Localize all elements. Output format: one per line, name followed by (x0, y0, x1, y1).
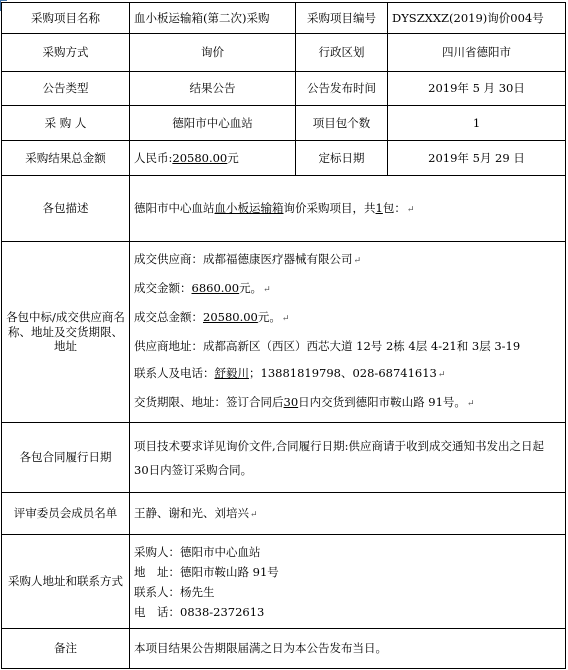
total-amount-prefix: 人民币: (134, 150, 173, 165)
delivery-days: 30 (283, 395, 299, 409)
row-purchaser-contact (2, 535, 566, 629)
paragraph-mark: ↵ (466, 399, 475, 409)
package-desc-post: 包： (382, 200, 406, 215)
total-amount-number: 20580.00 (172, 150, 228, 165)
row-purchaser (2, 106, 566, 141)
purchaser-contact-line-4: 电 话：0838-2372613 (134, 604, 265, 619)
purchaser-contact-label: 采购人地址和联系方式 (2, 535, 130, 629)
publish-date-value: 2019年 5 月 30日 (388, 72, 566, 106)
project-name-value: 血小板运输箱(第二次)采购 (130, 3, 296, 34)
total-amount-suffix: 元 (227, 150, 239, 165)
contact-name: 舒毅川 (214, 366, 249, 380)
contact-phone: ；13881819798、028-68741613 (249, 366, 437, 380)
publish-date-label: 公告发布时间 (296, 72, 388, 106)
supplier-info-value (130, 242, 566, 423)
row-method (2, 34, 566, 72)
committee-members: 王静、谢和光、刘培兴 (134, 505, 249, 520)
remarks-value: 本项目结果公告期限届满之日为本公告发布当日。 (130, 629, 566, 669)
supplier-name: 成交供应商：成都福德康医疗器械有限公司 (134, 252, 353, 266)
supplier-address: 供应商地址：成都高新区（西区）西芯大道 12号 2栋 4层 4-21和 3层 3-19 (134, 339, 521, 353)
fixed-date-value: 2019年 5月 29 日 (388, 141, 566, 176)
contact-label: 联系人及电话： (134, 366, 215, 380)
procurement-result-table (1, 2, 566, 669)
deal-total-value: 20580.00 (203, 310, 258, 324)
deal-total-unit: 元。 (257, 310, 281, 324)
paragraph-mark: ↵ (437, 370, 446, 380)
paragraph-mark: ↵ (353, 256, 362, 266)
project-no-label: 采购项目编号 (296, 3, 388, 34)
row-remarks (2, 629, 566, 669)
fixed-date-label: 定标日期 (296, 141, 388, 176)
deal-amount-unit: 元。 (239, 281, 263, 295)
package-desc-label: 各包描述 (2, 176, 130, 242)
method-label: 采购方式 (2, 34, 130, 72)
package-desc-value (130, 176, 566, 242)
purchaser-contact-line-2: 地 址：德阳市鞍山路 91号 (134, 564, 279, 579)
purchaser-contact-line-3: 联系人：杨先生 (134, 584, 215, 599)
paragraph-mark: ↵ (263, 285, 271, 295)
notice-type-label: 公告类型 (2, 72, 130, 106)
package-count-label: 项目包个数 (296, 106, 388, 141)
package-desc-item: 血小板运输箱 (214, 200, 284, 215)
region-value: 四川省德阳市 (388, 34, 566, 72)
purchaser-contact-line-1: 采购人：德阳市中心血站 (134, 544, 261, 559)
committee-label: 评审委员会成员名单 (2, 493, 130, 535)
contact-line (134, 360, 561, 389)
deal-total-label: 成交总金额： (134, 310, 203, 324)
row-committee (2, 493, 566, 535)
row-supplier-info (2, 242, 566, 423)
contract-value: 项目技术要求详见询价文件,合同履行日期:供应商请于收到成交通知书发出之日起 30日内签订采购合同。 (130, 423, 566, 493)
region-label: 行政区划 (296, 34, 388, 72)
purchaser-contact-value (130, 535, 566, 629)
project-no-value: DYSZXXZ(2019)询价004号 (388, 3, 566, 34)
purchaser-value: 德阳市中心血站 (130, 106, 296, 141)
total-amount-label: 采购结果总金额 (2, 141, 130, 176)
row-contract (2, 423, 566, 493)
paragraph-mark: ↵ (406, 204, 415, 215)
method-value: 询价 (130, 34, 296, 72)
deal-amount-value: 6860.00 (191, 281, 240, 295)
row-total-amount (2, 141, 566, 176)
remarks-label: 备注 (2, 629, 130, 669)
row-package-desc (2, 176, 566, 242)
contract-label: 各包合同履行日期 (2, 423, 130, 493)
package-desc-mid: 询价采购项目，共 (283, 200, 376, 215)
supplier-name-line (134, 246, 561, 275)
deal-amount-line (134, 275, 561, 304)
purchaser-label: 采 购 人 (2, 106, 130, 141)
row-project-name (2, 3, 566, 34)
notice-type-value: 结果公告 (130, 72, 296, 106)
paragraph-mark: ↵ (281, 314, 290, 324)
delivery-post: 日内交货到德阳市鞍山路 91号。 (298, 395, 466, 409)
deal-total-line (134, 304, 561, 333)
package-count-value: 1 (388, 106, 566, 141)
delivery-line (134, 389, 561, 418)
package-desc-count: 1 (375, 200, 383, 215)
total-amount-value (130, 141, 296, 176)
row-notice-type (2, 72, 566, 106)
project-name-label: 采购项目名称 (2, 3, 130, 34)
package-desc-pre: 德阳市中心血站 (134, 200, 215, 215)
paragraph-mark: ↵ (250, 509, 258, 520)
deal-amount-label: 成交金额： (134, 281, 192, 295)
supplier-info-label: 各包中标/成交供应商名称、地址及交货期限、地址 (2, 242, 130, 423)
committee-value (130, 493, 566, 535)
delivery-pre: 交货期限、地址：签订合同后 (134, 395, 284, 409)
